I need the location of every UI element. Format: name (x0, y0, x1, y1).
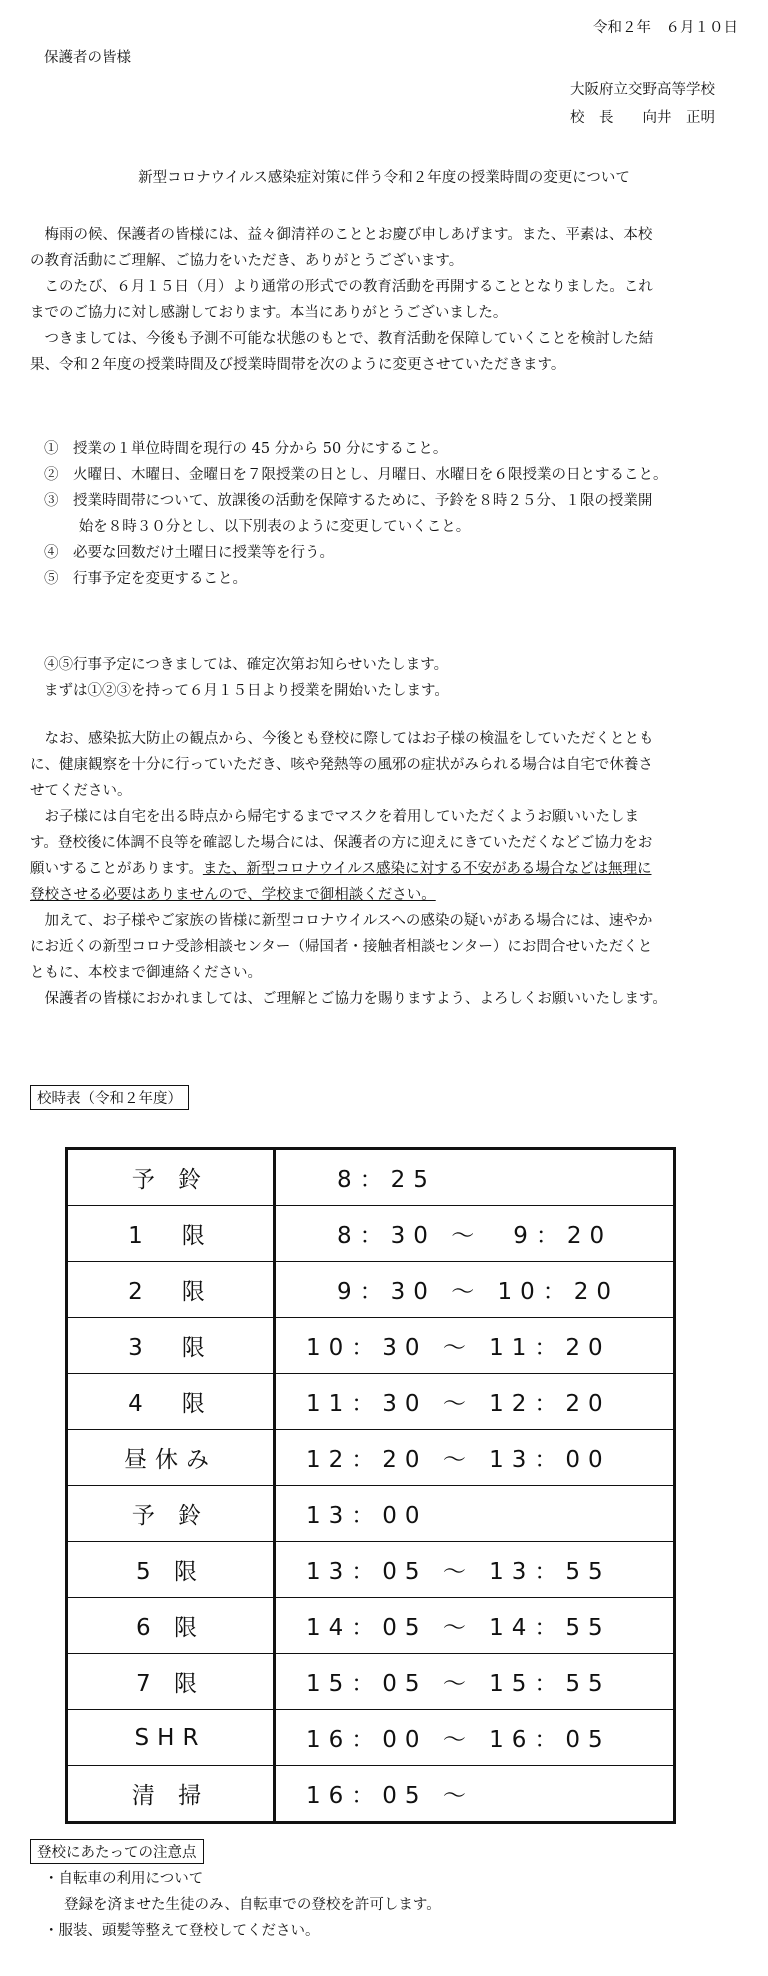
table-row (67, 1766, 675, 1823)
period-cell: 清 掃 (67, 1766, 275, 1823)
note-line: まずは①②③を持って６月１５日より授業を開始いたします。 (44, 683, 449, 699)
table-row (67, 1486, 675, 1542)
body-line: なお、感染拡大防止の観点から、今後とも登校に際してはお子様の検温をしていただくととも (44, 731, 654, 747)
time-cell: 16：05 〜 (275, 1766, 675, 1823)
recipient: 保護者の皆様 (44, 50, 131, 66)
change-items (44, 436, 748, 592)
schedule-label: 校時表（令和２年度） (30, 1085, 189, 1110)
table-row (67, 1262, 675, 1318)
intro-line: 果、令和２年度の授業時間及び授業時間帯を次のように変更させていただきます。 (30, 357, 566, 373)
intro-line: 梅雨の候、保護者の皆様には、益々御清祥のこととお慶び申しあげます。また、平素は、本校 (44, 227, 653, 243)
time-cell: 11：30 〜 12：20 (275, 1374, 675, 1430)
time-cell: 14：05 〜 14：55 (275, 1598, 675, 1654)
table-row (67, 1374, 675, 1430)
period-cell: 5 限 (67, 1542, 275, 1598)
table-row (67, 1430, 675, 1486)
time-cell: 13：05 〜 13：55 (275, 1542, 675, 1598)
table-row (67, 1654, 675, 1710)
body-line-mixed (30, 856, 748, 882)
table-row (67, 1542, 675, 1598)
underlined-notice: 登校させる必要はありませんので、学校まで御相談ください。 (30, 887, 436, 903)
schedule-table (65, 1147, 676, 1824)
time-cell: 10：30 〜 11：20 (275, 1318, 675, 1374)
intro-paragraph (30, 222, 748, 378)
commute-line: ・自転車の利用について (44, 1871, 204, 1887)
change-item: ⑤ 行事予定を変更すること。 (44, 571, 247, 587)
period-cell: 7 限 (67, 1654, 275, 1710)
period-cell: 1 限 (67, 1206, 275, 1262)
period-cell: 予 鈴 (67, 1486, 275, 1542)
time-cell: 12：20 〜 13：00 (275, 1430, 675, 1486)
commute-line: 登録を済ませた生徒のみ、自転車での登校を許可します。 (64, 1897, 441, 1913)
commute-line: ・服装、頭髪等整えて登校してください。 (44, 1923, 320, 1939)
notes (44, 652, 748, 704)
period-cell: 予 鈴 (67, 1149, 275, 1206)
period-cell: 2 限 (67, 1262, 275, 1318)
change-item: ① 授業の１単位時間を現行の 45 分から 50 分にすること。 (44, 441, 448, 457)
body-line: に、健康観察を十分に行っていただき、咳や発熱等の風邪の症状がみられる場合は自宅で休養さ (30, 757, 653, 773)
body-line: お子様には自宅を出る時点から帰宅するまでマスクを着用していただくようお願いいたしま (44, 809, 639, 825)
intro-line: つきましては、今後も予測不可能な状態のもとで、教育活動を保障していくことを検討した結 (44, 331, 654, 347)
time-cell: 13：00 (275, 1486, 675, 1542)
body-line: せてください。 (30, 783, 132, 799)
body-line: 保護者の皆様におかれましては、ご理解とご協力を賜りますよう、よろしくお願いいたします。 (44, 991, 667, 1007)
table-row (67, 1149, 675, 1206)
note-line: ④⑤行事予定につきましては、確定次第お知らせいたします。 (44, 657, 449, 673)
period-cell: SHR (67, 1710, 275, 1766)
time-cell: 8：30 〜 9：20 (275, 1206, 675, 1262)
body-line: す。登校後に体調不良等を確認した場合には、保護者の方に迎えにきていただくなどご協力をお (30, 835, 653, 851)
change-item: ③ 授業時間帯について、放課後の活動を保障するために、予鈴を８時２５分、１限の授業開 (44, 493, 653, 509)
table-row (67, 1598, 675, 1654)
period-cell: 4 限 (67, 1374, 275, 1430)
letter-date: 令和２年 ６月１０日 (593, 20, 738, 36)
body-text: 願いすることがあります。 (30, 861, 203, 877)
change-item: ④ 必要な回数だけ土曜日に授業等を行う。 (44, 545, 334, 561)
letter-title: 新型コロナウイルス感染症対策に伴う令和２年度の授業時間の変更について (138, 170, 630, 186)
change-item: ② 火曜日、木曜日、金曜日を７限授業の日とし、月曜日、水曜日を６限授業の日とすること。 (44, 467, 668, 483)
commute-label: 登校にあたっての注意点 (30, 1839, 204, 1864)
table-row (67, 1710, 675, 1766)
time-cell: 9：30 〜 10：20 (275, 1262, 675, 1318)
commute-notes (44, 1866, 748, 1944)
school-name: 大阪府立交野高等学校 (570, 82, 715, 98)
change-item-continued: 始を８時３０分とし、以下別表のように変更していくこと。 (78, 519, 471, 535)
intro-line: の教育活動にご理解、ご協力をいただき、ありがとうございます。 (30, 253, 464, 269)
time-cell: 8：25 (275, 1149, 675, 1206)
body-line: にお近くの新型コロナ受診相談センター（帰国者・接触者相談センター）にお問合せいただくと (30, 939, 653, 955)
body-line: 加えて、お子様やご家族の皆様に新型コロナウイルスへの感染の疑いがある場合には、速やか (44, 913, 653, 929)
period-cell: 6 限 (67, 1598, 275, 1654)
precautions-paragraph (30, 726, 748, 1012)
underlined-notice: また、新型コロナウイルス感染に対する不安がある場合などは無理に (202, 861, 652, 877)
period-cell: 3 限 (67, 1318, 275, 1374)
table-row (67, 1206, 675, 1262)
intro-line: までのご協力に対し感謝しております。本当にありがとうございました。 (30, 305, 508, 321)
body-line: ともに、本校まで御連絡ください。 (30, 965, 262, 981)
time-cell: 16：00 〜 16：05 (275, 1710, 675, 1766)
time-cell: 15：05 〜 15：55 (275, 1654, 675, 1710)
principal-name: 校 長 向井 正明 (570, 110, 715, 126)
table-row (67, 1318, 675, 1374)
period-cell: 昼休み (67, 1430, 275, 1486)
intro-line: このたび、６月１５日（月）より通常の形式での教育活動を再開することとなりました。これ (44, 279, 653, 295)
